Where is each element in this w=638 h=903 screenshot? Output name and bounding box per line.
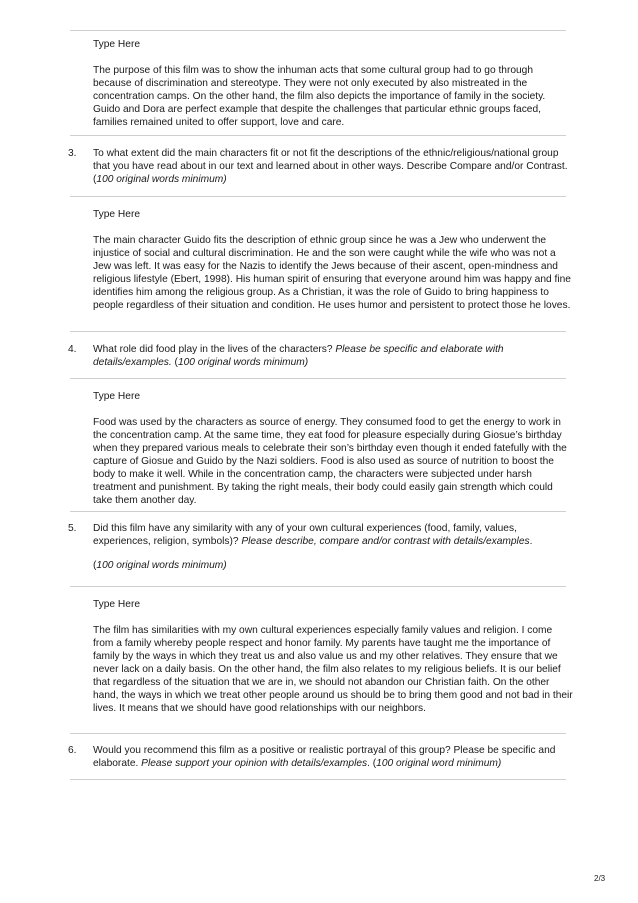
question-5-emphasis: Please describe, compare and/or contrast with details/examples	[241, 536, 530, 547]
divider	[70, 733, 566, 734]
divider	[70, 331, 566, 332]
question-5	[93, 522, 573, 572]
question-4-word-note: 100 original words minimum)	[177, 357, 309, 368]
divider	[70, 779, 566, 780]
divider	[70, 586, 566, 587]
question-6-word-note: 100 original word minimum)	[376, 758, 502, 769]
divider	[70, 511, 566, 512]
answer-3-text: The main character Guido fits the description of ethnic group since he was a Jew who underwent the injustice of social and cultural discrimination. He and the son were caught while the wife who was not a Jew was left. It was easy for the Nazis to identify the Jews because of their ascent, open-mindness and religious lifestyle (Ebert, 1998). His human spirit of ensuring that everyone around him was happy and fine identifies him among the religious group. As a Christian, it was the role of Guido to bring happiness to people regardless of their situation and condition. He uses humor and persistent to protect those he loves.	[93, 235, 571, 311]
question-4-text: What role did food play in the lives of the characters?	[93, 344, 336, 355]
answer-5-heading: Type Here	[93, 599, 140, 610]
question-6-number: 6.	[68, 745, 77, 756]
page-number: 2/3	[594, 874, 606, 883]
question-4-emphasis: Please be specific and elaborate with details/examples.	[93, 344, 504, 368]
question-6-text: Would you recommend this film as a positive or realistic portrayal of this group? Please be specific and elaborate.	[93, 745, 556, 769]
answer-1[interactable]	[93, 38, 573, 129]
question-3-number: 3.	[68, 148, 77, 159]
answer-5[interactable]	[93, 598, 573, 715]
question-5-number: 5.	[68, 523, 77, 534]
answer-3-heading: Type Here	[93, 209, 140, 220]
answer-4-heading: Type Here	[93, 391, 140, 402]
answer-3[interactable]	[93, 208, 573, 312]
answer-1-text: The purpose of this film was to show the inhuman acts that some cultural group had to go through because of discrimination and stereotype. They were not only executed by also mistreated in the concentration camps. On the other hand, the film also depicts the importance of family in the society. Guido and Dora are perfect example that despite the challenges that particular ethnic groups faced, families remained united to offer support, love and care.	[93, 65, 546, 128]
question-3	[93, 147, 573, 186]
question-5-word-note: 100 original words minimum)	[96, 560, 227, 571]
question-4	[93, 343, 573, 369]
question-4-number: 4.	[68, 344, 77, 355]
answer-5-text: The film has similarities with my own cultural experiences especially family values and religion. I come from a family whereby people respect and honor family. My parents have taught me the importance of family by the ways in which they treat us and also value us and my other relatives. They ensure that we never lack on a daily basis. On the other hand, the film also relates to my religious beliefs. It is our belief that regardless of the situation that we are in, we should not abandon our Christian faith. On the other hand, the ways in which we treat other people around us should be to bring them good and not bad in their lives. It means that we should have good relationships with our neighbors.	[93, 625, 573, 714]
question-5-paren: (	[93, 560, 97, 571]
question-6-emphasis: Please support your opinion with details/examples	[141, 758, 368, 769]
answer-4-text: Food was used by the characters as source of energy. They consumed food to get the energy to work in the concentration camp. At the same time, they eat food for pleasure especially during Giosue’s birthday when they prepared various meals to celebrate their son’s birthday even though it ended fatefully with the capture of Giosue and Guido by the Nazi soldiers. Food is also used as source of nutrition to boost the body to make it well. While in the concentration camp, the characters were subjected under harsh treatment and punishment. By taking the right meals, their body could easily gain strength which could take them another day.	[93, 417, 567, 506]
answer-1-heading: Type Here	[93, 39, 140, 50]
divider	[70, 135, 566, 136]
divider	[70, 196, 566, 197]
question-6-paren: . (	[367, 758, 377, 769]
question-3-word-note: 100 original words minimum)	[96, 174, 227, 185]
question-6	[93, 744, 573, 770]
question-3-text: To what extent did the main characters fit or not fit the descriptions of the ethnic/religious/national group that you have read about in our text and learned about in other ways. Describe Compare and/or Contrast. (	[93, 148, 568, 185]
divider	[70, 30, 566, 31]
question-5-text: Did this film have any similarity with any of your own cultural experiences (food, family, values, experiences, religion, symbols)?	[93, 523, 517, 547]
divider	[70, 378, 566, 379]
question-5-period: .	[529, 536, 533, 547]
question-4-paren: (	[171, 357, 178, 368]
answer-4[interactable]	[93, 390, 573, 507]
